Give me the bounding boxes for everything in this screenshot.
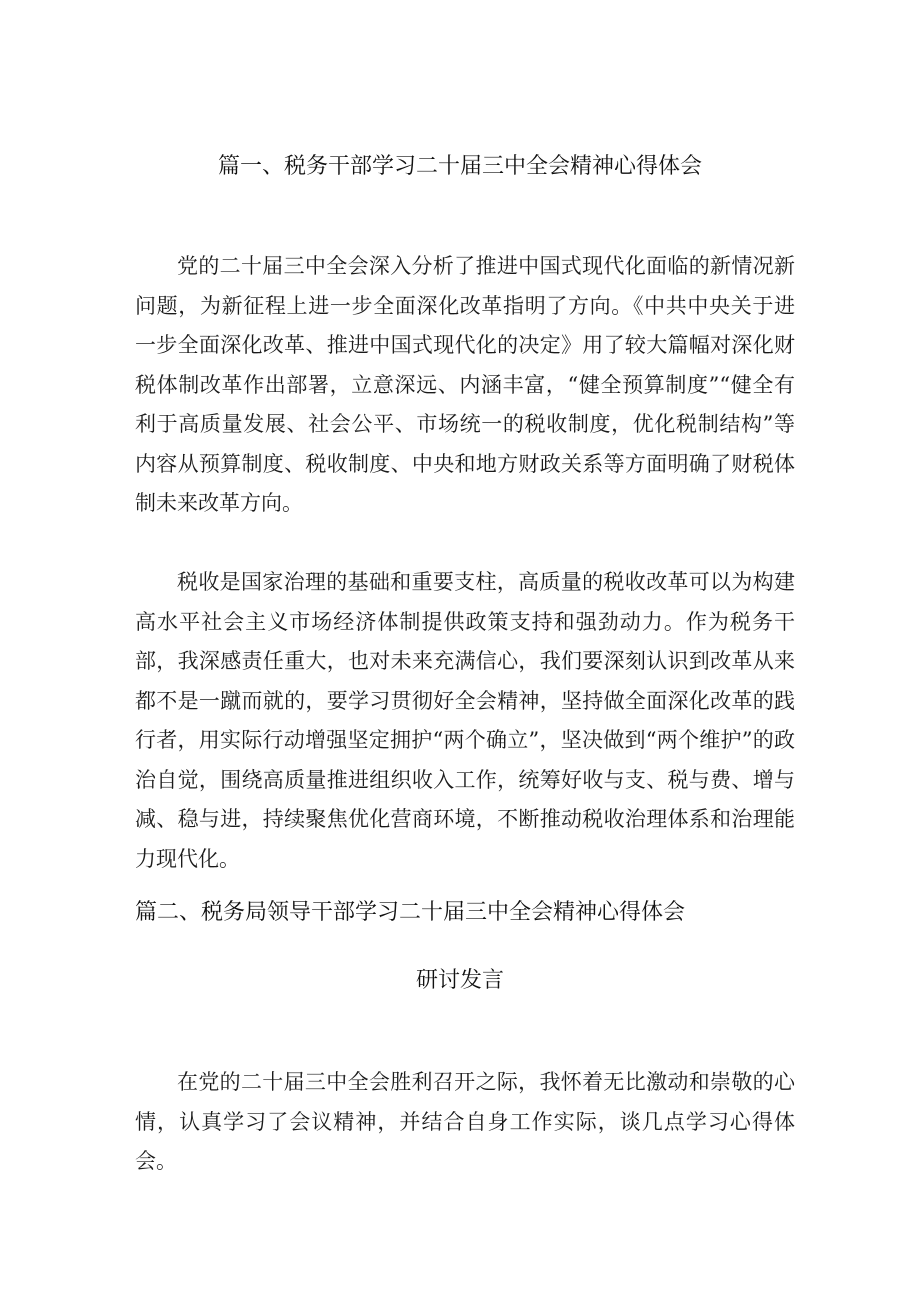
body-paragraph: 税收是国家治理的基础和重要支柱，高质量的税收改革可以为构建高水平社会主义市场经济体制提供政策支持和强劲动力。作为税务干部，我深感责任重大，也对未来充满信心，我们要深刻认识到改革从来都不是一蹴而就的，要学习贯彻好全会精神，坚持做全面深化改革的践行者，用实际行动增强坚定拥护“两个确立”，坚决做到“两个维护”的政治自觉，围绕高质量推进组织收入工作，统筹好收与支、税与费、增与减、稳与进，持续聚焦优化营商环境，不断推动税收治理体系和治理能力现代化。 xyxy=(135,570,795,871)
section-1-paragraph-2-block xyxy=(135,563,795,879)
body-paragraph: 在党的二十届三中全会胜利召开之际，我怀着无比激动和崇敬的心情，认真学习了会议精神，并结合自身工作实际，谈几点学习心得体会。 xyxy=(135,1070,795,1173)
section-2-title: 篇二、税务局领导干部学习二十届三中全会精神心得体会 xyxy=(135,900,686,925)
section-1-title: 篇一、税务干部学习二十届三中全会精神心得体会 xyxy=(217,154,702,179)
section-2-subtitle: 研讨发言 xyxy=(415,968,504,993)
body-paragraph: 党的二十届三中全会深入分析了推进中国式现代化面临的新情况新问题，为新征程上进一步全面深化改革指明了方向。《中共中央关于进一步全面深化改革、推进中国式现代化的决定》用了较大篇幅对深化财税体制改革作出部署，立意深远、内涵丰富，“健全预算制度”“健全有利于高质量发展、社会公平、市场统一的税收制度，优化税制结构”等内容从预算制度、税收制度、中央和地方财政关系等方面明确了财税体制未来改革方向。 xyxy=(135,254,795,515)
section-1-paragraph-1-block xyxy=(135,247,795,524)
section-2-paragraph-1-block xyxy=(135,1063,795,1182)
